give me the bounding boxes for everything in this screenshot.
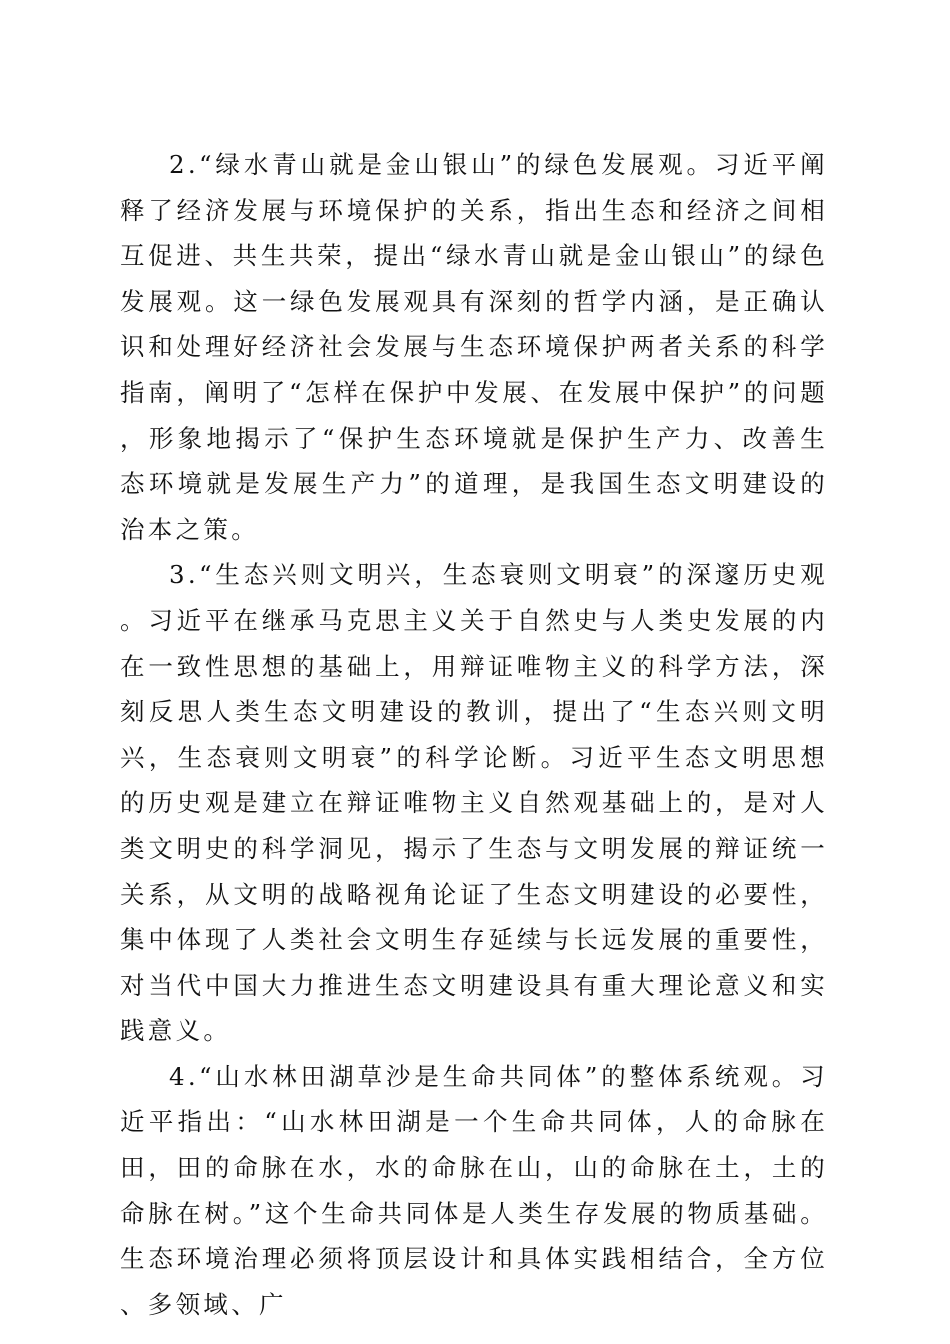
paragraph-historical-view: 3.“生态兴则文明兴，生态衰则文明衰”的深邃历史观。习近平在继承马克思主义关于自然史与人类史发展的内在一致性思想的基础上，用辩证唯物主义的科学方法，深刻反思人类生态文明建设的教训，提出了“生态兴则文明兴，生态衰则文明衰”的科学论断。习近平生态文明思想的历史观是建立在辩证唯物主义自然观基础上的，是对人类文明史的科学洞见，揭示了生态与文明发展的辩证统一关系，从文明的战略视角论证了生态文明建设的必要性，集中体现了人类社会文明生存延续与长远发展的重要性，对当代中国大力推进生态文明建设具有重大理论意义和实践意义。: [120, 560, 828, 1046]
body-text: [120, 142, 828, 1327]
paragraph-system-view: 4.“山水林田湖草沙是生命共同体”的整体系统观。习近平指出：“山水林田湖是一个生命共同体，人的命脉在田，田的命脉在水，水的命脉在山，山的命脉在土，土的命脉在树。”这个生命共同体是人类生存发展的物质基础。生态环境治理必须将顶层设计和具体实践相结合，全方位、多领域、广: [120, 1061, 828, 1319]
paragraph-green-development: 2.“绿水青山就是金山银山”的绿色发展观。习近平阐释了经济发展与环境保护的关系，指出生态和经济之间相互促进、共生共荣，提出“绿水青山就是金山银山”的绿色发展观。这一绿色发展观具有深刻的哲学内涵，是正确认识和处理好经济社会发展与生态环境保护两者关系的科学指南，阐明了“怎样在保护中发展、在发展中保护”的问题，形象地揭示了“保护生态环境就是保护生产力、改善生态环境就是发展生产力”的道理，是我国生态文明建设的治本之策。: [120, 150, 828, 544]
